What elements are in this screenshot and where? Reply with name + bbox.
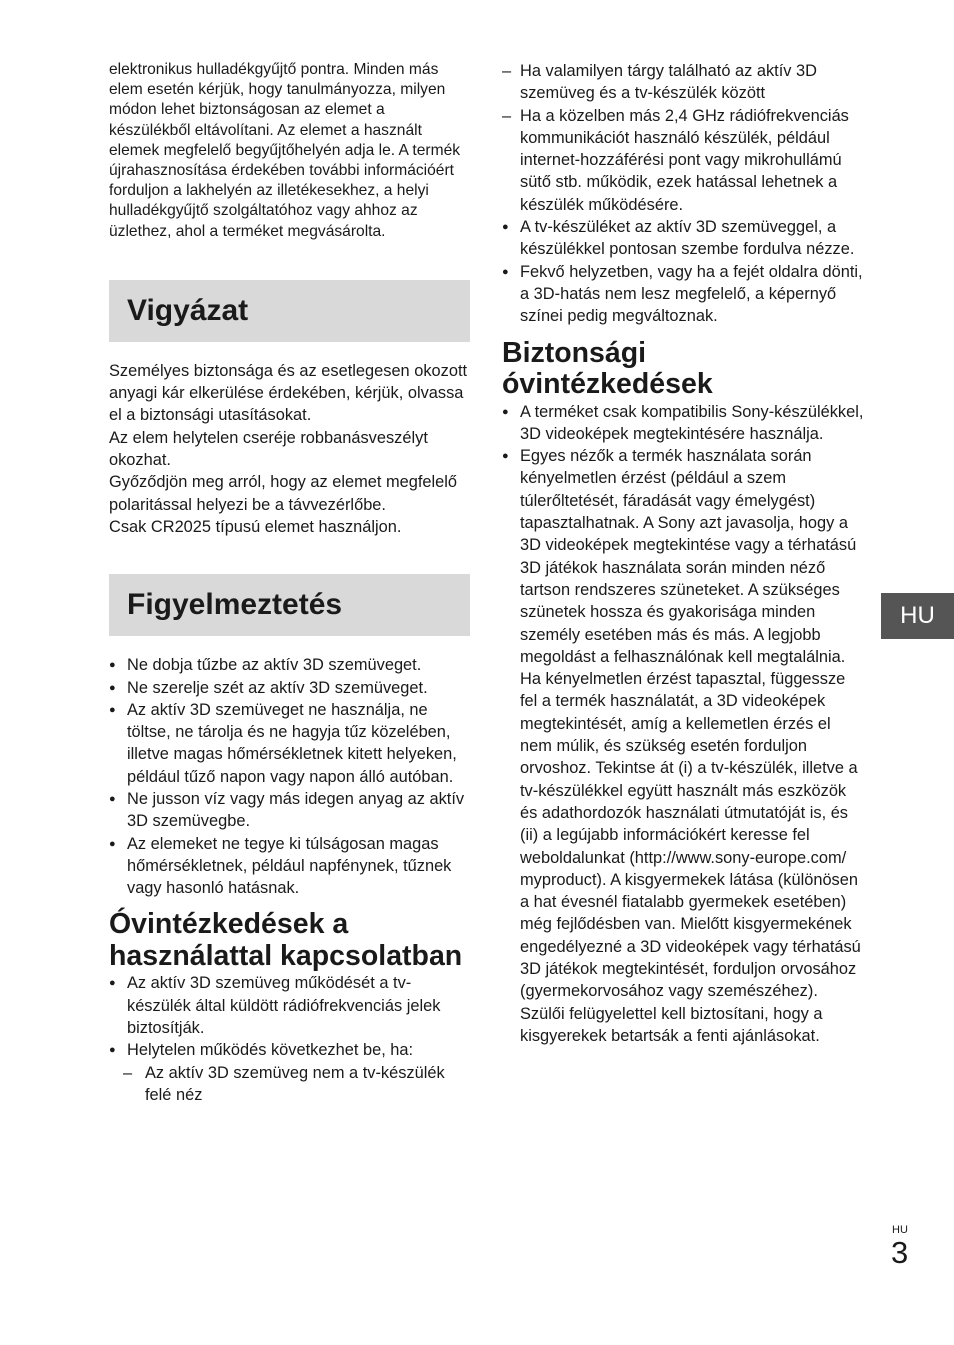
list-item: ● Ne szerelje szét az aktív 3D szemüveget. bbox=[109, 677, 470, 699]
list-item: ● A terméket csak kompatibilis Sony-készülékkel, 3D videoképek megtekintésére használja. bbox=[502, 401, 864, 446]
list-item: ● Ne jusson víz vagy más idegen anyag az aktív 3D szemüvegbe. bbox=[109, 788, 470, 833]
caution-paragraph: Az elem helytelen cseréje robbanásveszélyt okozhat. bbox=[109, 428, 428, 470]
warning-title: Figyelmeztetés bbox=[127, 588, 343, 622]
usage-sub-list bbox=[109, 1062, 470, 1107]
usage-list bbox=[109, 972, 470, 1061]
intro-section bbox=[109, 60, 470, 242]
list-item: ● Az aktív 3D szemüveg működését a tv-készülék által küldött rádiófrekvenciás jelek biztosítják. bbox=[109, 972, 470, 1039]
list-item: ● A tv-készüléket az aktív 3D szemüveggel, a készülékkel pontosan szembe fordulva nézze. bbox=[502, 216, 864, 261]
list-item: ● Ne dobja tűzbe az aktív 3D szemüveget. bbox=[109, 654, 470, 676]
sub-list-item: – Ha valamilyen tárgy található az aktív 3D szemüveg és a tv-készülék között bbox=[502, 60, 864, 105]
right-column bbox=[502, 60, 864, 1047]
caution-paragraph: Személyes biztonsága és az esetlegesen okozott anyagi kár elkerülése érdekében, kérjük, olvassa el a biztonsági utasításokat. bbox=[109, 361, 468, 425]
usage-list-continued bbox=[502, 216, 864, 327]
usage-title: Óvintézkedések a használattal kapcsolatban bbox=[109, 908, 463, 972]
warning-heading-box bbox=[109, 574, 470, 636]
caution-paragraph: Győződjön meg arról, hogy az elemet megfelelő polaritással helyezi be a távvezérlőbe. bbox=[109, 473, 458, 514]
list-item: ● Az aktív 3D szemüveget ne használja, ne töltse, ne tárolja és ne hagyja tűz közelében, illetve magas hőmérsékletnek kitett helyeken, például tűző napon vagy napon álló autóban. bbox=[109, 699, 470, 788]
caution-paragraph: Csak CR2025 típusú elemet használjon. bbox=[109, 517, 402, 536]
intro-paragraph: elektronikus hulladékgyűjtő pontra. Minden más elem esetén kérjük, hogy tanulmányozza, milyen módon lehet biztonságosan az elemet a készülékből eltávolítani. Az elemet a használt elemek megfelelő begyűjtőhelyén adja le. A termék újrahasznosítása érdekében további információért forduljon a lakhelyén az illetékesekhez, a helyi hulladékgyűjtő szolgáltatóhoz vagy ahhoz az üzlethez, ahol a terméket megvásárolta. bbox=[109, 61, 461, 240]
sub-list-item: – Ha a közelben más 2,4 GHz rádiófrekvenciás kommunikációt használó készülék, például internet-hozzáférési pont vagy mikrohullámú sütő stb. működik, ezek hatással lehetnek a készülék működésére. bbox=[502, 105, 864, 216]
safety-list bbox=[502, 401, 864, 1048]
page-number: 3 bbox=[891, 1235, 909, 1270]
left-column bbox=[109, 60, 470, 1106]
list-item: ● Az elemeket ne tegye ki túlságosan magas hőmérsékletnek, például napfénynek, tűznek vagy hasonló hatásnak. bbox=[109, 833, 470, 900]
page-language-label: HU bbox=[892, 1224, 908, 1236]
list-item: ● Fekvő helyzetben, vagy ha a fejét oldalra dönti, a 3D-hatás nem lesz megfelelő, a képernyő színei pedig megváltoznak. bbox=[502, 261, 864, 328]
list-item: ● Helytelen működés következhet be, ha: bbox=[109, 1039, 470, 1061]
caution-section bbox=[109, 360, 470, 538]
safety-title: Biztonsági óvintézkedések bbox=[502, 336, 713, 401]
warning-list bbox=[109, 654, 470, 899]
caution-title: Vigyázat bbox=[127, 293, 249, 327]
list-item: ● Egyes nézők a termék használata során kényelmetlen érzést (például a szem túlerőltetését, fáradását vagy émelygést) tapasztalhatnak. A Sony azt javasolja, hogy a 3D videoképek megtekintése vagy a térhatású 3D játékok használata során minden néző tartson rendszeres szüneteket. A szükséges szünetek hossza és gyakorisága minden személy esetében más és más. A legjobb megoldást a felhasználónak kell megtalálnia. Ha kényelmetlen érzést tapasztal, függessze fel a termék használatát, a 3D videoképek megtekintését, amíg a kellemetlen érzés el nem múlik, és szükség esetén forduljon orvoshoz. Tekintse át (i) a tv-készülék, illetve a tv-készülékkel együtt használt más eszközök és adathordozók használati útmutatóját is, és (ii) a legújabb információkért keresse fel weboldalunkat (http://www.sony-europe.com/ myproduct). A kisgyermekek látása (különösen a hat évesnél fiatalabb gyermekek esetében) még fejlődésben van. Mielőtt kisgyermekének engedélyezné a 3D videoképek vagy térhatású 3D játékok megtekintését, forduljon orvosához (gyermekorvosához vagy szemészéhez). Szülői felügyelettel kell biztosítani, hogy a kisgyerekek betartsák a fenti ajánlásokat. bbox=[502, 445, 864, 1047]
caution-heading-box bbox=[109, 280, 470, 342]
usage-sub-list-continued bbox=[502, 60, 864, 216]
sub-list-item: – Az aktív 3D szemüveg nem a tv-készülék felé néz bbox=[109, 1062, 470, 1107]
language-tab: HU bbox=[881, 593, 954, 639]
